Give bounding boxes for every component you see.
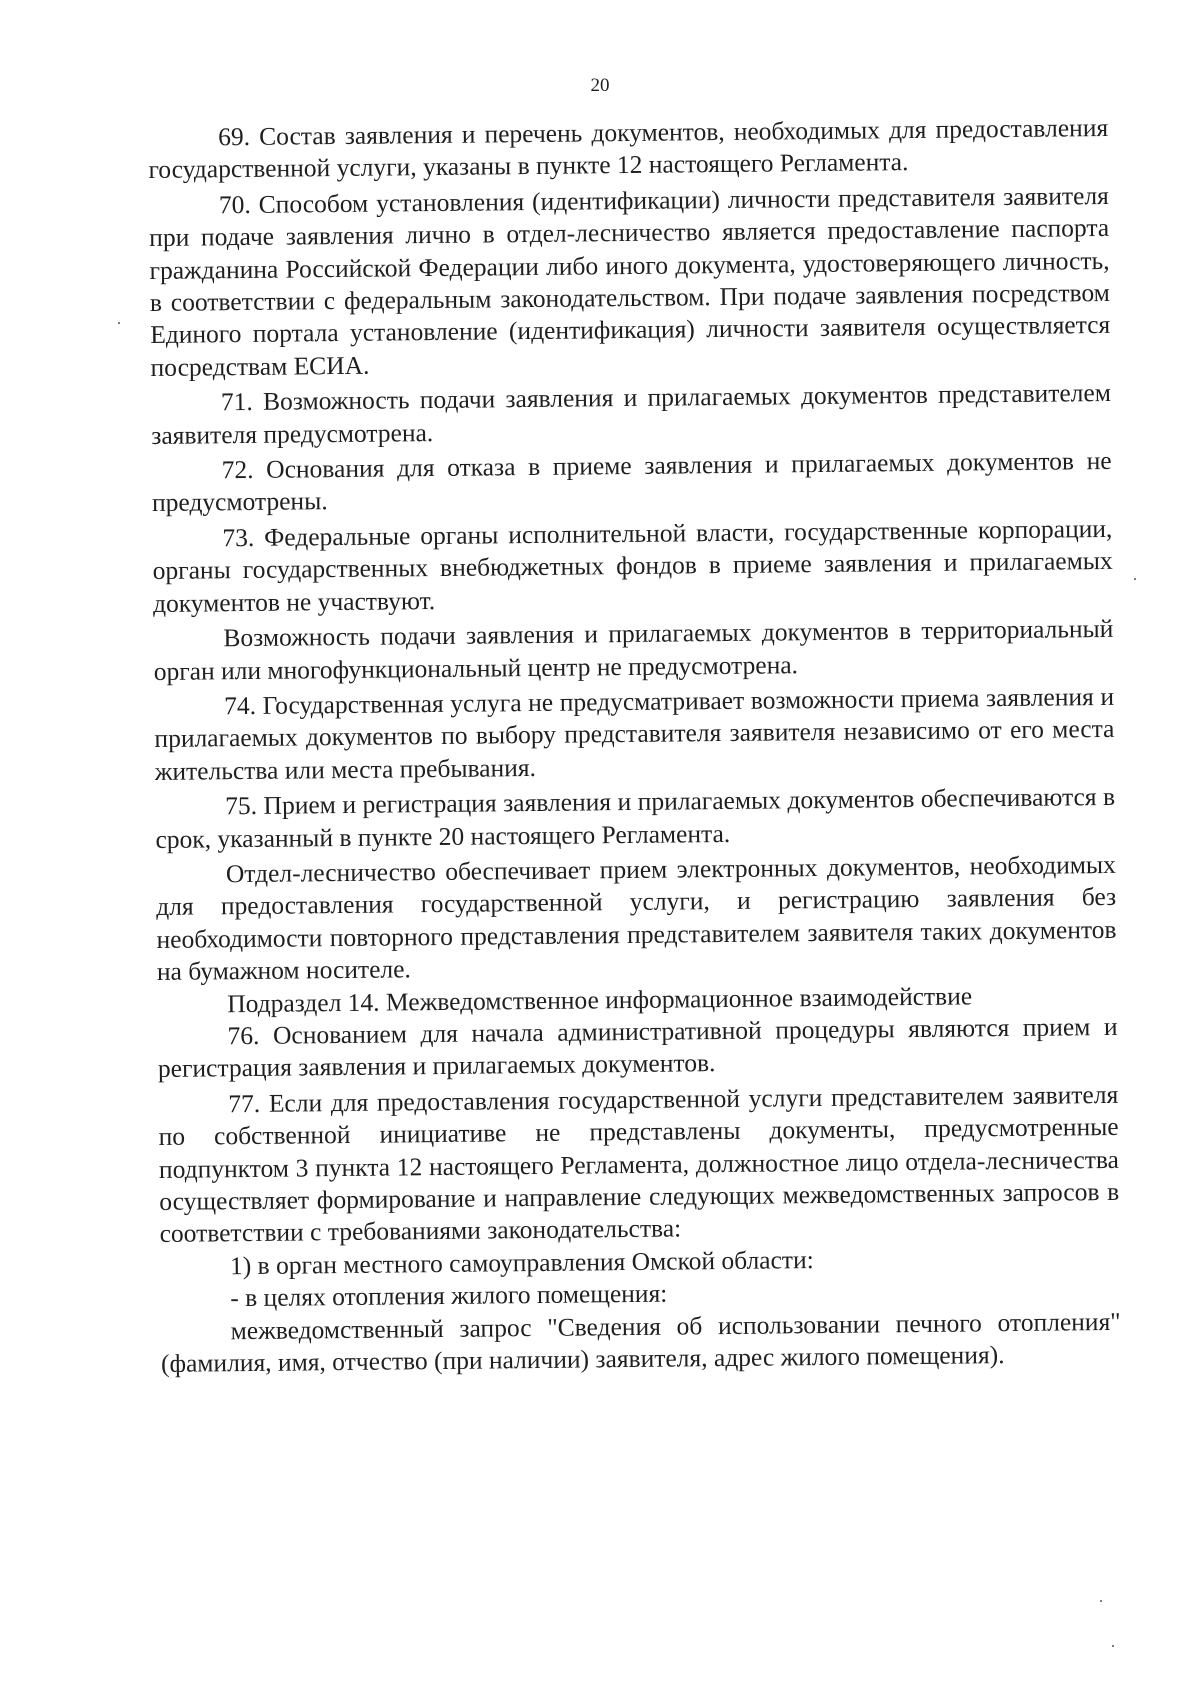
scan-speck [118, 322, 120, 324]
paragraph-73: 73. Федеральные органы исполнительной власти, государственные корпорации, органы государственных внебюджетных фондов в приеме заявления и прилагаемых документов не участвуют. [152, 513, 1113, 618]
paragraph-71: 71. Возможность подачи заявления и прилагаемых документов представителем заявителя предусмотрена. [151, 378, 1112, 450]
paragraph-75-continued: Отдел-лесничество обеспечивает прием электронных документов, необходимых для предоставления государственной услуги, и регистрацию заявления без необходимости повторного представления представителем заявителя таких документов на бумажном носителе. [156, 849, 1117, 987]
subsection-heading: Подраздел 14. Межведомственное информационное взаимодействие [227, 980, 973, 1018]
scan-speck [1100, 1600, 1102, 1602]
paragraph-75: 75. Прием и регистрация заявления и прилагаемых документов обеспечиваются в срок, указанный в пункте 20 настоящего Регламента. [155, 782, 1116, 854]
paragraph-72: 72. Основания для отказа в приеме заявления и прилагаемых документов не предусмотрены. [151, 445, 1112, 518]
paragraph-77: 77. Если для предоставления государственной услуги представителем заявителя по собственной инициативе не представлены документы, предусмотренные подпунктом 3 пункта 12 настоящего Регламента, должностное лицо отдела-лесничества осуществляет формирование и направление следующих межведомственных запросов в соответствии с требованиями законодательства: [158, 1079, 1120, 1249]
scan-speck [1112, 1645, 1114, 1647]
list-item-1: 1) в орган местного самоуправления Омской области: [229, 1244, 814, 1281]
document-body [148, 112, 1121, 1380]
paragraph-74: 74. Государственная услуга не предусматривает возможности приема заявления и прилагаемых документов по выбору представителя заявителя независимо от его места жительства или места пребывания. [154, 681, 1115, 786]
list-subitem: - в целях отопления жилого помещения: [230, 1278, 668, 1313]
page-number: 20 [590, 75, 610, 96]
paragraph-69: 69. Состав заявления и перечень документов, необходимых для предоставления государственной услуги, указаны в пункте 12 настоящего Регламента. [148, 112, 1109, 185]
request-paragraph: межведомственный запрос "Сведения об использовании печного отопления" (фамилия, имя, отчество (при наличии) заявителя, адрес жилого помещения). [160, 1306, 1121, 1378]
paragraph-73-continued: Возможность подачи заявления и прилагаемых документов в территориальный орган или многофункциональный центр не предусмотрена. [153, 614, 1114, 686]
scan-speck [1134, 578, 1136, 580]
paragraph-70: 70. Способом установления (идентификации) личности представителя заявителя при подаче заявления лично в отдел-лесничество является предоставление паспорта гражданина Российской Федерации либо иного документа, удостоверяющего личность, в соответствии с федеральным законодательством. При подаче заявления посредством Единого портала установление (идентификация) личности заявителя осуществляется посредствам ЕСИА. [149, 180, 1111, 382]
paragraph-76: 76. Основанием для начала административной процедуры являются прием и регистрация заявления и прилагаемых документов. [157, 1011, 1118, 1084]
